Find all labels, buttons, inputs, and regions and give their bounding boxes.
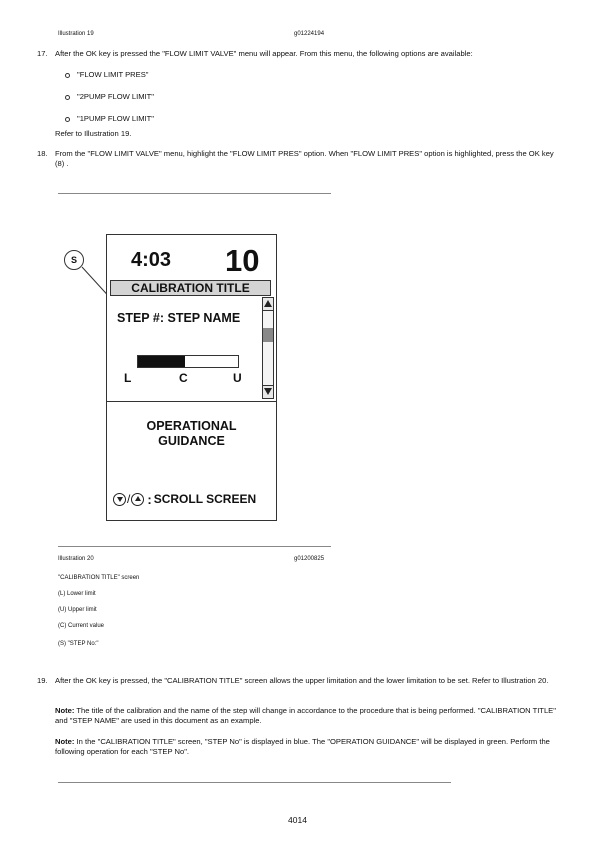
step-18 <box>37 149 567 169</box>
step-17 <box>37 49 567 59</box>
down-arrow-button-icon[interactable] <box>113 493 126 506</box>
step-count: 10 <box>225 243 260 278</box>
illustration-20 <box>62 230 282 530</box>
caption-title: "CALIBRATION TITLE" screen <box>58 575 140 581</box>
up-arrow-button-icon[interactable] <box>131 493 144 506</box>
note-2 <box>55 737 567 757</box>
scroll-controls: / : SCROLL SCREEN <box>113 491 256 508</box>
step-name: STEP #: STEP NAME <box>117 311 241 325</box>
time-display: 4:03 <box>131 249 172 271</box>
note-label: Note: <box>55 737 75 746</box>
legend-item: (L) Lower limit <box>58 591 96 597</box>
scroll-up-icon[interactable] <box>263 298 273 311</box>
refer-text: Refer to Illustration 19. <box>55 129 132 138</box>
illustration-20-code: g01200825 <box>294 556 325 562</box>
page-number: 4014 <box>288 815 307 825</box>
scroll-screen-label: SCROLL SCREEN <box>153 491 257 506</box>
bullet-icon <box>65 117 70 122</box>
screen-divider <box>107 401 276 402</box>
scrollbar[interactable] <box>262 297 274 399</box>
divider-rule <box>58 546 331 547</box>
bullet-icon <box>65 73 70 78</box>
scroll-down-icon[interactable] <box>263 385 273 398</box>
step-text: After the OK key is pressed, the "CALIBRATION TITLE" screen allows the upper limitation and the lower limitation to be set. Refer to Illustration 20. <box>55 676 549 685</box>
step-text: From the "FLOW LIMIT VALVE" menu, highlight the "FLOW LIMIT PRES" option. When "FLOW LIMIT PRES" option is highlighted, press the OK key (8) . <box>55 149 554 169</box>
illustration-19-code: g01224194 <box>294 31 325 37</box>
calibration-title-bar: CALIBRATION TITLE <box>110 280 271 296</box>
step-19 <box>37 676 567 686</box>
legend-item: (C) Current value <box>58 623 105 629</box>
note-text: The title of the calibration and the name of the step will change in accordance to the procedure that is being performed. "CALIBRATION TITLE" and "STEP NAME" are used in this document as an example. <box>55 706 556 726</box>
note-label: Note: <box>55 706 75 715</box>
list-item: "2PUMP FLOW LIMIT" <box>65 92 154 114</box>
upper-limit-label: U <box>233 371 242 385</box>
bullet-icon <box>65 95 70 100</box>
legend-item: (S) "STEP No:" <box>58 641 99 647</box>
list-item: "1PUMP FLOW LIMIT" <box>65 114 154 136</box>
step-number: 18. <box>37 149 48 158</box>
lower-limit-label: L <box>124 371 132 385</box>
step-number: 19. <box>37 676 48 685</box>
legend-item: (U) Upper limit <box>58 607 97 613</box>
step-text: After the OK key is pressed the "FLOW LIMIT VALVE" menu will appear. From this menu, the following options are available: <box>55 49 473 58</box>
limit-gauge <box>137 355 239 368</box>
scroll-thumb[interactable] <box>263 328 273 342</box>
callout-s: S <box>64 250 84 270</box>
calibration-screen <box>106 234 277 521</box>
illustration-20-label: Illustration 20 <box>58 556 94 562</box>
note-1 <box>55 706 567 726</box>
step-number: 17. <box>37 49 48 58</box>
divider-rule <box>58 782 451 783</box>
list-item: "FLOW LIMIT PRES" <box>65 70 154 92</box>
gauge-fill <box>138 356 185 367</box>
illustration-19-label: Illustration 19 <box>58 31 94 37</box>
option-list <box>65 70 154 136</box>
note-text: In the "CALIBRATION TITLE" screen, "STEP No" is displayed in blue. The "OPERATION GUIDANCE" will be displayed in green. Perform the following operation for each "STEP No". <box>55 737 550 757</box>
divider-rule <box>58 193 331 194</box>
operational-guidance: OPERATIONAL GUIDANCE <box>146 419 237 448</box>
current-value-label: C <box>179 371 188 385</box>
